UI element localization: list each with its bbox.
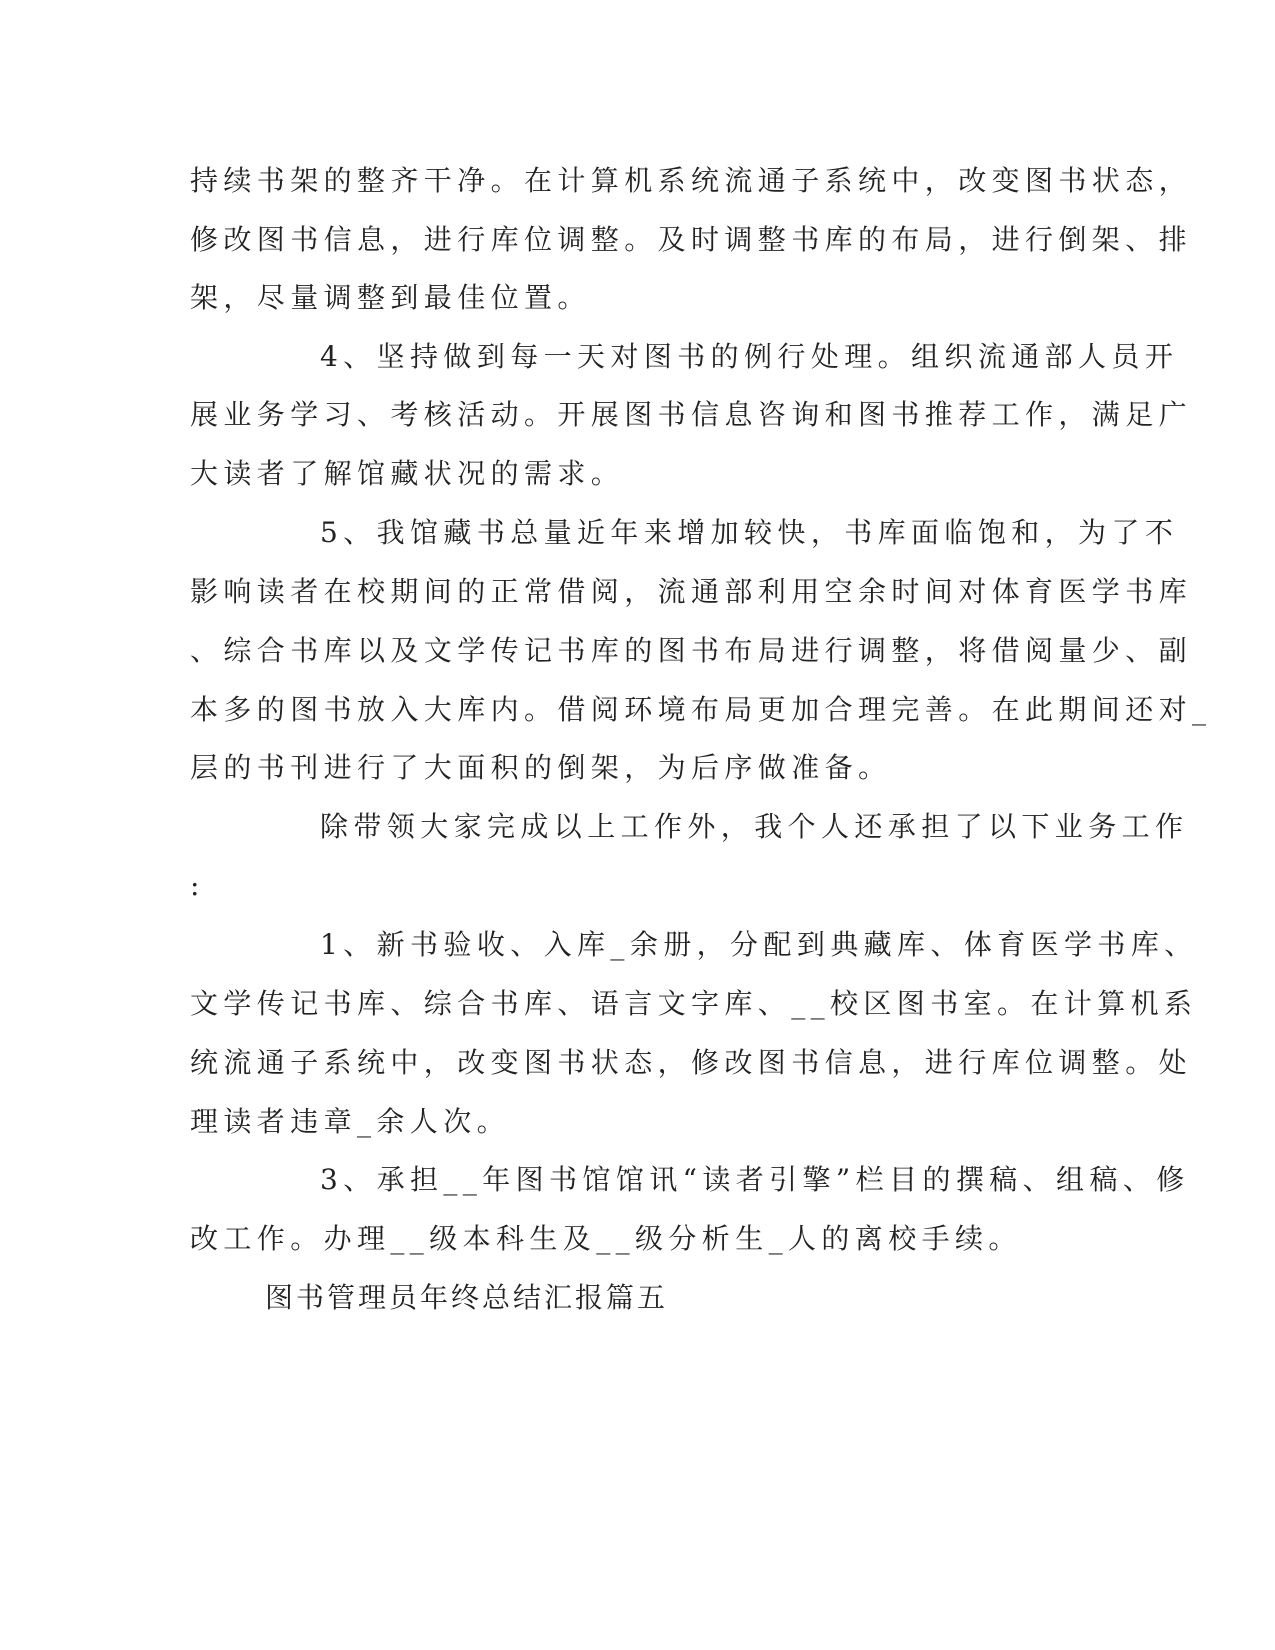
text-line: 、综合书库以及文学传记书库的图书布局进行调整，将借阅量少、副 bbox=[190, 634, 1193, 667]
text-line: 理读者违章_余人次。 bbox=[190, 1105, 511, 1138]
text-line: 本多的图书放入大库内。借阅环境布局更加合理完善。在此期间还对_ bbox=[190, 693, 1212, 726]
text-line: 架，尽量调整到最佳位置。 bbox=[190, 281, 591, 314]
text-line: 统流通子系统中，改变图书状态，修改图书信息，进行库位调整。处 bbox=[190, 1046, 1193, 1079]
text-line: 修改图书信息，进行库位调整。及时调整书库的布局，进行倒架、排 bbox=[190, 223, 1193, 256]
text-line: 改工作。办理__级本科生及__级分析生_人的离校手续。 bbox=[190, 1222, 1022, 1255]
text-line: 文学传记书库、综合书库、语言文字库、__校区图书室。在计算机系 bbox=[190, 987, 1198, 1020]
text-line: : bbox=[190, 869, 205, 902]
text-line: 影响读者在校期间的正常借阅，流通部利用空余时间对体育医学书库 bbox=[190, 575, 1193, 608]
text-line: 1、新书验收、入库_余册，分配到典藏库、体育医学书库、 bbox=[320, 928, 1198, 961]
section-heading: 图书管理员年终总结汇报篇五 bbox=[265, 1281, 669, 1314]
text-line: 5、我馆藏书总量近年来增加较快，书库面临饱和，为了不 bbox=[320, 516, 1179, 549]
text-line: 4、坚持做到每一天对图书的例行处理。组织流通部人员开 bbox=[320, 340, 1179, 373]
text-line: 持续书架的整齐干净。在计算机系统流通子系统中，改变图书状态， bbox=[190, 164, 1193, 197]
text-line: 层的书刊进行了大面积的倒架，为后序做准备。 bbox=[190, 751, 892, 784]
text-line: 除带领大家完成以上工作外，我个人还承担了以下业务工作 bbox=[320, 810, 1189, 843]
text-line: 3、承担__年图书馆馆讯“读者引擎”栏目的撰稿、组稿、修 bbox=[320, 1163, 1190, 1196]
text-line: 展业务学习、考核活动。开展图书信息咨询和图书推荐工作，满足广 bbox=[190, 398, 1193, 431]
text-line: 大读者了解馆藏状况的需求。 bbox=[190, 457, 625, 490]
